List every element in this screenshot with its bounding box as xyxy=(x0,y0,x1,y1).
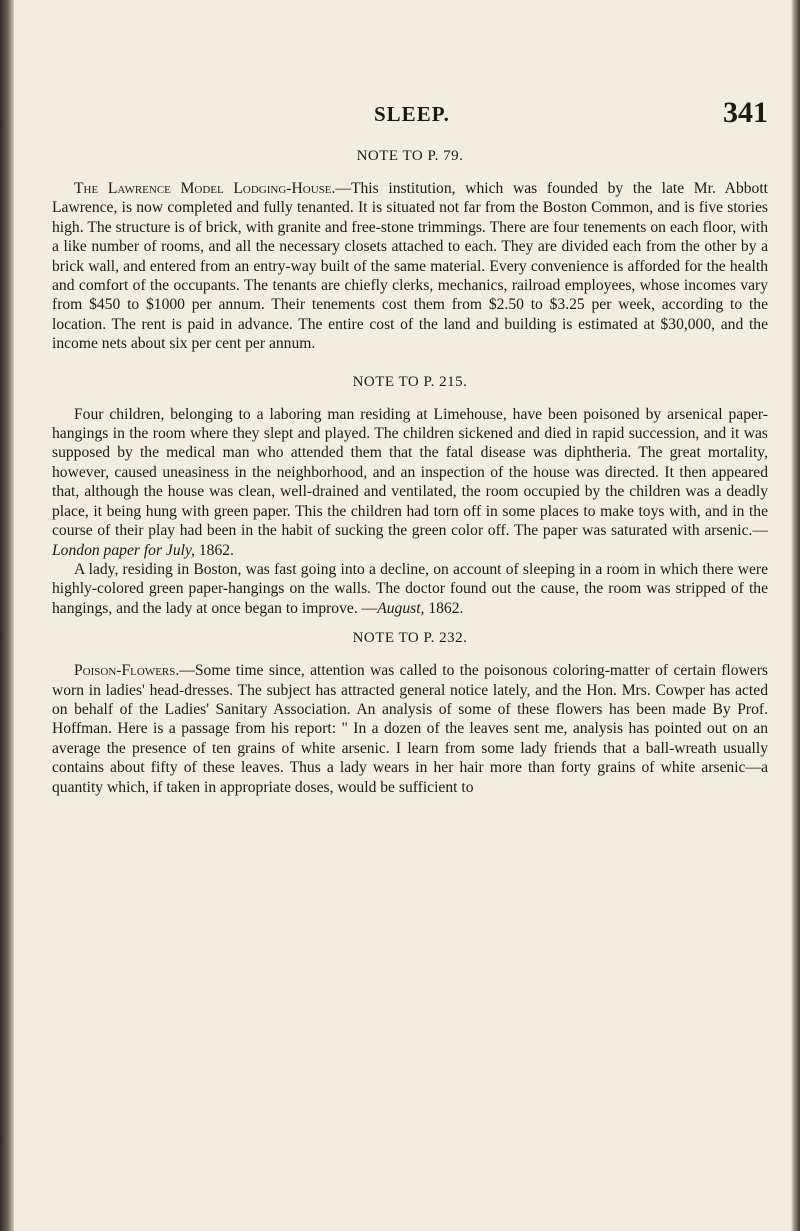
note-heading: NOTE TO P. 215. xyxy=(352,373,468,390)
note-paragraph xyxy=(52,560,768,618)
book-page xyxy=(52,96,768,797)
note-heading: NOTE TO P. 79. xyxy=(356,148,464,164)
note-section xyxy=(52,148,768,354)
paragraph-citation-tail: 1862. xyxy=(424,599,464,617)
page-edge-shadow xyxy=(791,0,800,1231)
paragraph-citation: August, xyxy=(377,599,425,617)
paragraph-lead: The Lawrence Model Lodging-House. xyxy=(74,180,336,197)
note-paragraph xyxy=(52,405,768,560)
note-heading: NOTE TO P. 232. xyxy=(352,630,468,647)
paragraph-lead: Poison-Flowers. xyxy=(74,662,180,680)
paragraph-text: Four children, belonging to a laboring man residing at Limehouse, have been poisoned by arsenical paper-hangings in the room where they slept and played. The children sickened and died in rapid succession, and it was supposed by the medical man who attended them that the fatal disease was diphtheria. The great mortality, however, caused uneasiness in the neighborhood, and an inspection of the house was directed. It then appeared that, although the house was clean, well-drained and ventilated, the room occupied by the children was a deadly place, it being hung with green paper. This the children had torn off in some places to make toys with, and in the course of their play had been in the habit of sucking the green color off. The paper was saturated with arsenic.— xyxy=(52,405,768,540)
page-number: 341 xyxy=(723,96,768,129)
note-section xyxy=(52,374,768,618)
note-section xyxy=(52,630,768,797)
running-head xyxy=(52,96,768,136)
paragraph-text: A lady, residing in Boston, was fast going into a decline, on account of sleeping in a room in which there were highly-colored green paper-hangings on the walls. The doctor found out the cause, the room was stripped of the hangings, and the lady at once began to improve. — xyxy=(52,560,768,617)
running-head-title: SLEEP. xyxy=(374,102,450,126)
book-spine-shadow xyxy=(0,0,14,1231)
paragraph-citation: London paper for July, xyxy=(52,541,195,559)
paragraph-text: —Some time since, attention was called to the poisonous coloring-matter of certain flowers worn in ladies' head-dresses. The subject has attracted general notice lately, and the Hon. Mrs. Cowper has acted on behalf of the Ladies' Sanitary Association. An analysis of some of these flowers has been made By Prof. Hoffman. Here is a passage from his report: " In a dozen of the leaves sent me, analysis has pointed out on an average the presence of ten grains of white arsenic. I learn from some lady friends that a ball-wreath usually contains about fifty of these leaves. Thus a lady wears in her hair more than forty grains of white arsenic—a quantity which, if taken in appropriate doses, would be sufficient to xyxy=(52,662,768,796)
note-paragraph xyxy=(52,179,768,354)
paragraph-text: —This institution, which was founded by the late Mr. Abbott Lawrence, is now completed and fully tenanted. It is situated not far from the Boston Common, and is five stories high. The structure is of brick, with granite and free-stone trimmings. There are four tenements on each floor, with a like number of rooms, and all the necessary closets attached to each. They are divided each from the other by a brick wall, and entered from an entry-way built of the same material. Every convenience is afforded for the health and comfort of the occupants. The tenants are chiefly clerks, mechanics, railroad employees, whose incomes vary from $450 to $1000 per annum. Their tenements cost them from $2.50 to $3.25 per week, according to the location. The rent is paid in advance. The entire cost of the land and building is estimated at $30,000, and the income nets about six per cent per annum. xyxy=(52,180,768,353)
note-paragraph xyxy=(52,661,768,797)
paragraph-citation-tail: 1862. xyxy=(194,541,234,559)
